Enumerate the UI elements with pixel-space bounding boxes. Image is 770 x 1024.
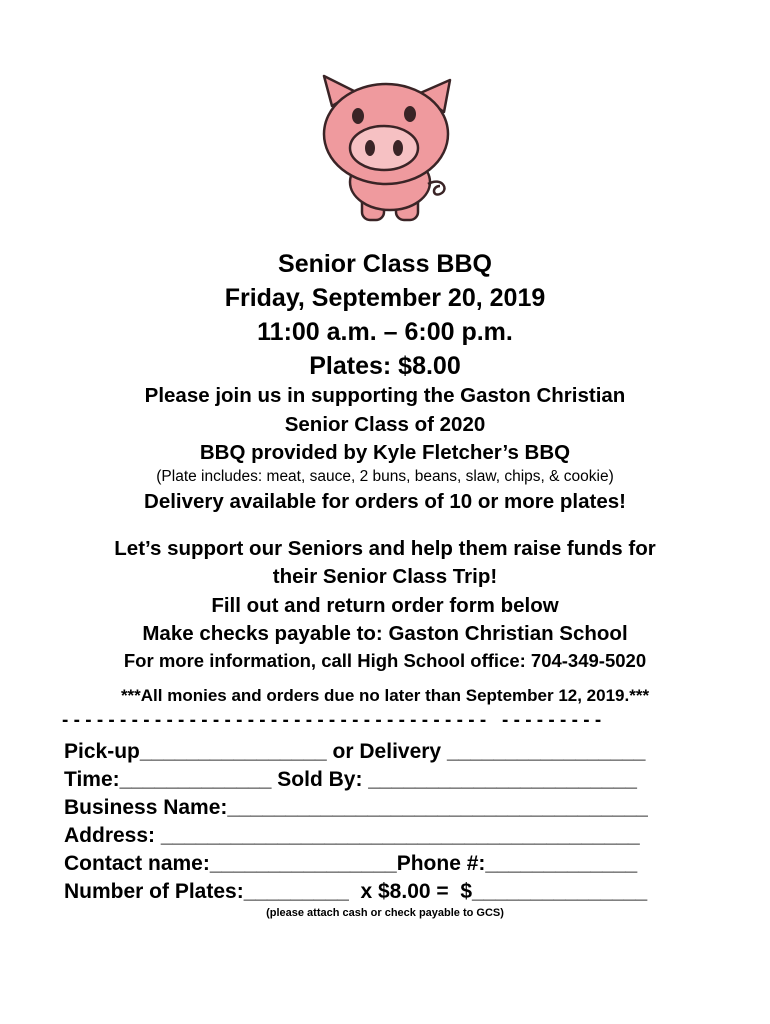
address-field[interactable]: Address: _________________________________________ xyxy=(64,824,640,847)
pig-eye-left xyxy=(352,108,364,124)
support-line-1: Let’s support our Seniors and help them raise funds for xyxy=(114,537,656,560)
intro-line-2: Senior Class of 2020 xyxy=(284,413,486,436)
plate-includes: (Plate includes: meat, sauce, 2 buns, beans, slaw, chips, & cookie) xyxy=(156,468,614,485)
pig-eye-right xyxy=(404,106,416,122)
delivery-note: Delivery available for orders of 10 or more plates! xyxy=(144,490,626,513)
pig-nostril-left xyxy=(365,140,375,156)
event-time: 11:00 a.m. – 6:00 p.m. xyxy=(257,318,513,346)
pig-illustration xyxy=(310,72,460,224)
pickup-delivery-field[interactable]: Pick-up________________ or Delivery _________________ xyxy=(64,740,646,763)
business-name-field[interactable]: Business Name:____________________________________ xyxy=(64,796,648,819)
contact-phone-field[interactable]: Contact name:________________Phone #:_____________ xyxy=(64,852,638,875)
pig-nostril-right xyxy=(393,140,403,156)
plate-price: Plates: $8.00 xyxy=(309,352,461,380)
deadline-note: ***All monies and orders due no later than September 12, 2019.*** xyxy=(120,686,650,705)
cut-line-divider: - - - - - - - - - - - - - - - - - - - - - - - - - - - - - - - - - - - - - - - - - - - - - - xyxy=(62,710,602,731)
pig-tail xyxy=(428,182,444,195)
number-of-plates-field[interactable]: Number of Plates:_________ x $8.00 = $_______________ xyxy=(64,880,648,903)
support-line-2: their Senior Class Trip! xyxy=(272,565,498,588)
intro-line-3: BBQ provided by Kyle Fletcher’s BBQ xyxy=(199,441,571,464)
intro-line-1: Please join us in supporting the Gaston Christian xyxy=(144,384,626,407)
pig-snout xyxy=(350,126,418,170)
event-date: Friday, September 20, 2019 xyxy=(224,284,546,312)
support-line-3: Fill out and return order form below xyxy=(211,594,559,617)
info-phone: For more information, call High School office: 704-349-5020 xyxy=(123,650,647,671)
payment-note: (please attach cash or check payable to GCS) xyxy=(266,907,504,919)
support-line-4: Make checks payable to: Gaston Christian School xyxy=(142,622,628,645)
event-title: Senior Class BBQ xyxy=(278,250,492,278)
time-soldby-field[interactable]: Time:_____________ Sold By: _______________________ xyxy=(64,768,637,791)
